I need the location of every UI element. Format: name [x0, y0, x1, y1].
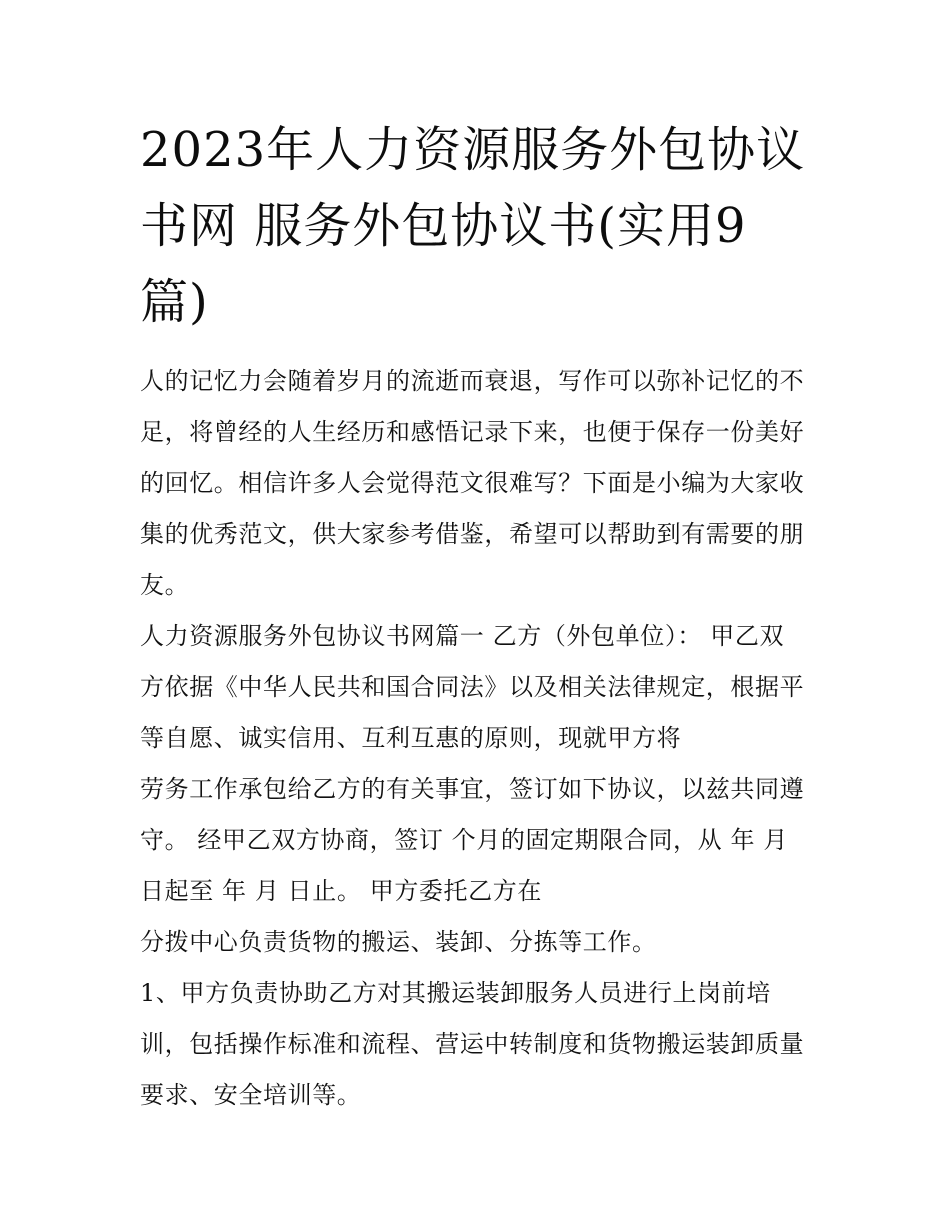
body-line: 等自愿、诚实信用、互利互惠的原则，现就甲方将	[140, 724, 682, 752]
body-line: 训，包括操作标准和流程、营运中转制度和货物搬运装卸质量	[140, 1030, 805, 1058]
body-line: 足，将曾经的人生经历和感悟记录下来，也便于保存一份美好	[140, 418, 805, 446]
title-line: 篇)	[140, 274, 209, 330]
body-line: 友。	[140, 571, 190, 599]
document-title	[140, 112, 820, 340]
body-line: 守。 经甲乙双方协商，签订 个月的固定期限合同，从 年 月	[140, 826, 788, 854]
body-line: 集的优秀范文，供大家参考借鉴，希望可以帮助到有需要的朋	[140, 520, 805, 548]
body-line: 1、甲方负责协助乙方对其搬运装卸服务人员进行上岗前培	[140, 979, 771, 1007]
body-line: 要求、安全培训等。	[140, 1081, 362, 1109]
body-line: 人的记忆力会随着岁月的流逝而衰退，写作可以弥补记忆的不	[140, 367, 805, 395]
body-line: 方依据《中华人民共和国合同法》以及相关法律规定，根据平	[140, 673, 805, 701]
body-line: 日起至 年 月 日止。 甲方委托乙方在	[140, 877, 542, 905]
body-line: 分拨中心负责货物的搬运、装卸、分拣等工作。	[140, 928, 657, 956]
body-line: 劳务工作承包给乙方的有关事宜，签订如下协议，以兹共同遵	[140, 775, 805, 803]
title-line: 2023年人力资源服务外包协议	[140, 122, 806, 178]
body-line: 人力资源服务外包协议书网篇一 乙方（外包单位）： 甲乙双	[140, 622, 785, 650]
title-line: 书网 服务外包协议书(实用9	[140, 198, 747, 254]
document-body	[140, 356, 830, 1121]
body-line: 的回忆。相信许多人会觉得范文很难写？下面是小编为大家收	[140, 469, 805, 497]
